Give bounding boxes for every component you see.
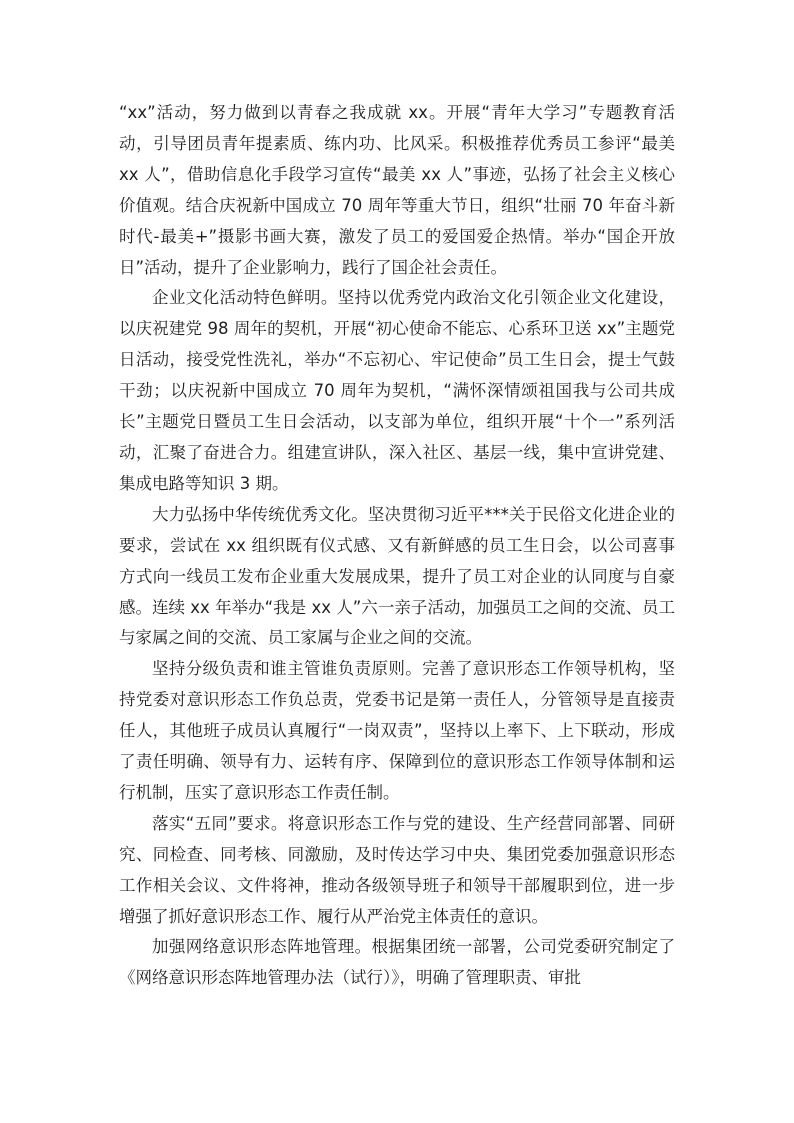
paragraph-traditional-culture: 大力弘扬中华传统优秀文化。坚决贯彻习近平***关于民俗文化进企业的要求，尝试在 xx 组织既有仪式感、又有新鲜感的员工生日会，以公司喜事方式向一线员工发布企业重大发展成果，提升了员工对企业的认同度与自豪感。连续 xx 年举办“我是 xx 人”六一亲子活动，加强员工之间的交流、员工与家属之间的交流、员工家属与企业之间的交流。 [119, 504, 675, 648]
paragraph-responsibility-principle: 坚持分级负责和谁主管谁负责原则。完善了意识形态工作领导机构，坚持党委对意识形态工作负总责，党委书记是第一责任人，分管领导是直接责任人，其他班子成员认真履行“一岗双责”，坚持以上率下、上下联动，形成了责任明确、领导有力、运转有序、保障到位的意识形态工作领导体制和运行机制，压实了意识形态工作责任制。 [119, 659, 675, 802]
document-page [119, 98, 675, 994]
paragraph-youth-activities: “xx”活动，努力做到以青春之我成就 xx。开展“青年大学习”专题教育活动，引导团员青年提素质、练内功、比风采。积极推荐优秀员工参评“最美 xx 人”，借助信息化手段学习宣传“最美 xx 人”事迹，弘扬了社会主义核心价值观。结合庆祝新中国成立 70 周年等重大节日，组织“壮丽 70 年奋斗新时代-最美+”摄影书画大赛，激发了员工的爱国爱企热情。举办“国企开放日”活动，提升了企业影响力，践行了国企社会责任。 [119, 103, 675, 277]
paragraph-corporate-culture: 企业文化活动特色鲜明。坚持以优秀党内政治文化引领企业文化建设，以庆祝建党 98 周年的契机，开展“初心使命不能忘、心系环卫送 xx”主题党日活动，接受党性洗礼，举办“不忘初心、牢记使命”员工生日会，提士气鼓干劲；以庆祝新中国成立 70 周年为契机，“满怀深情颂祖国我与公司共成长”主题党日暨员工生日会活动，以支部为单位，组织开展“十个一”系列活动，汇聚了奋进合力。组建宣讲队，深入社区、基层一线，集中宣讲党建、集成电路等知识 3 期。 [119, 288, 675, 493]
paragraph-five-same-requirements: 落实“五同”要求。将意识形态工作与党的建设、生产经营同部署、同研究、同检查、同考核、同激励，及时传达学习中央、集团党委加强意识形态工作相关会议、文件将神，推动各级领导班子和领导干部履职到位，进一步增强了抓好意识形态工作、履行从严治党主体责任的意识。 [119, 813, 675, 926]
paragraph-network-management: 加强网络意识形态阵地管理。根据集团统一部署，公司党委研究制定了《网络意识形态阵地管理办法（试行）》，明确了管理职责、审批 [119, 937, 675, 988]
